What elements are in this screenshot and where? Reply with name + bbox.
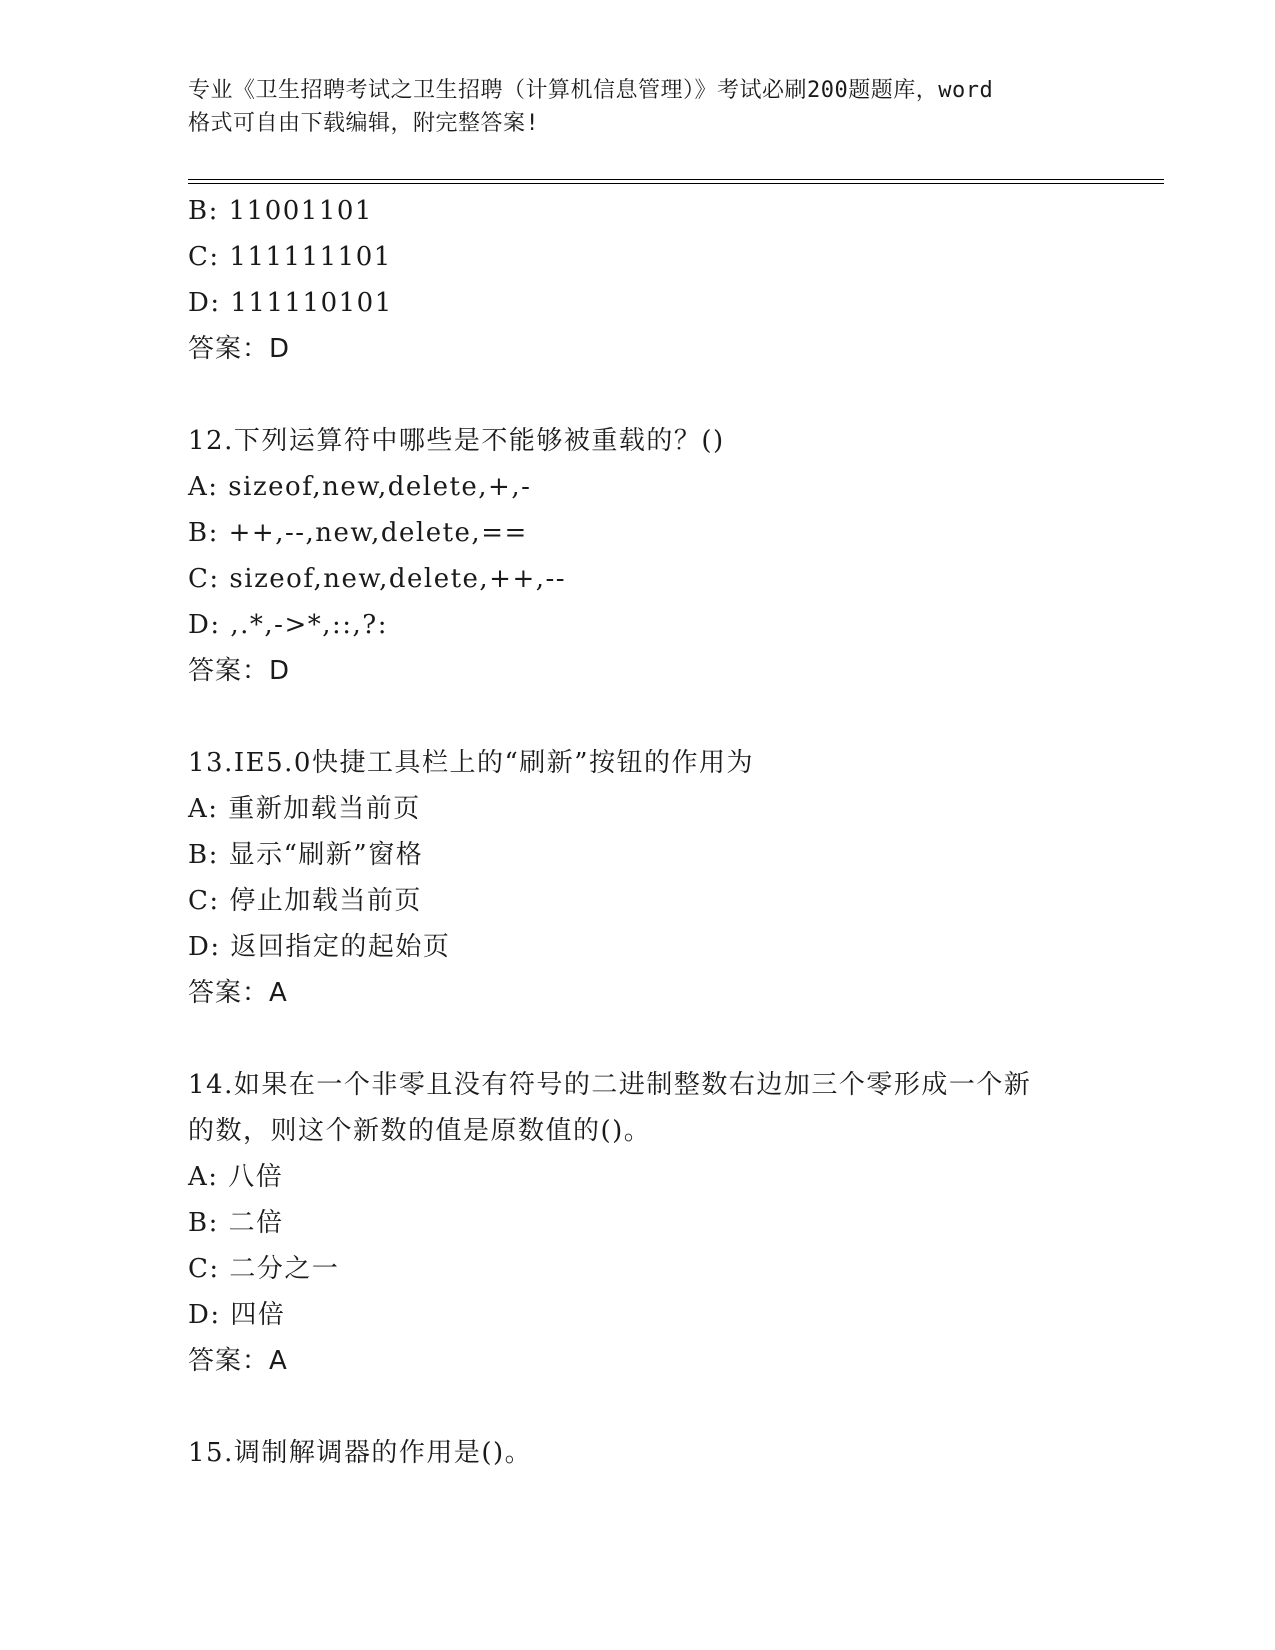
option-b: B: 11001101	[188, 196, 373, 226]
option-c: C: 二分之一	[188, 1254, 340, 1284]
option-d: D: 四倍	[188, 1300, 286, 1330]
question-13	[188, 740, 1088, 1016]
header-line-2: 格式可自由下载编辑，附完整答案!	[188, 111, 540, 136]
question-14	[188, 1062, 1088, 1384]
answer: 答案：D	[188, 334, 291, 364]
question-text: 13.IE5.0快捷工具栏上的“刷新”按钮的作用为	[188, 748, 755, 778]
option-a: A: 重新加载当前页	[188, 794, 421, 824]
option-d: D: 返回指定的起始页	[188, 932, 451, 962]
question-11	[188, 188, 1088, 372]
document-header	[188, 74, 1088, 140]
option-a: A: 八倍	[188, 1162, 284, 1192]
option-c: C: sizeof,new,delete,++,--	[188, 564, 567, 594]
question-text: 12.下列运算符中哪些是不能够被重载的？()	[188, 426, 725, 456]
option-b: B: 二倍	[188, 1208, 284, 1238]
document-body	[188, 188, 1088, 1476]
option-c: C: 111111101	[188, 242, 392, 272]
question-12	[188, 418, 1088, 694]
option-b: B: 显示“刷新”窗格	[188, 840, 424, 870]
header-divider-bottom	[188, 183, 1164, 184]
spacer	[188, 694, 1088, 740]
answer: 答案：D	[188, 656, 291, 686]
spacer	[188, 372, 1088, 418]
question-15	[188, 1430, 1088, 1476]
option-b: B: ++,--,new,delete,==	[188, 518, 528, 548]
option-d: D: 111110101	[188, 288, 393, 318]
answer: 答案：A	[188, 1346, 288, 1376]
question-text-line-2: 的数，则这个新数的值是原数值的()。	[188, 1116, 652, 1146]
spacer	[188, 1384, 1088, 1430]
option-c: C: 停止加载当前页	[188, 886, 422, 916]
header-divider-top	[188, 179, 1164, 180]
spacer	[188, 1016, 1088, 1062]
option-a: A: sizeof,new,delete,+,-	[188, 472, 532, 502]
answer: 答案：A	[188, 978, 288, 1008]
option-d: D: ,.*,->*,::,?:	[188, 610, 388, 640]
question-text: 15.调制解调器的作用是()。	[188, 1438, 533, 1468]
question-text-line-1: 14.如果在一个非零且没有符号的二进制整数右边加三个零形成一个新	[188, 1070, 1032, 1100]
header-line-1: 专业《卫生招聘考试之卫生招聘（计算机信息管理）》考试必刷200题题库，word	[188, 78, 994, 103]
